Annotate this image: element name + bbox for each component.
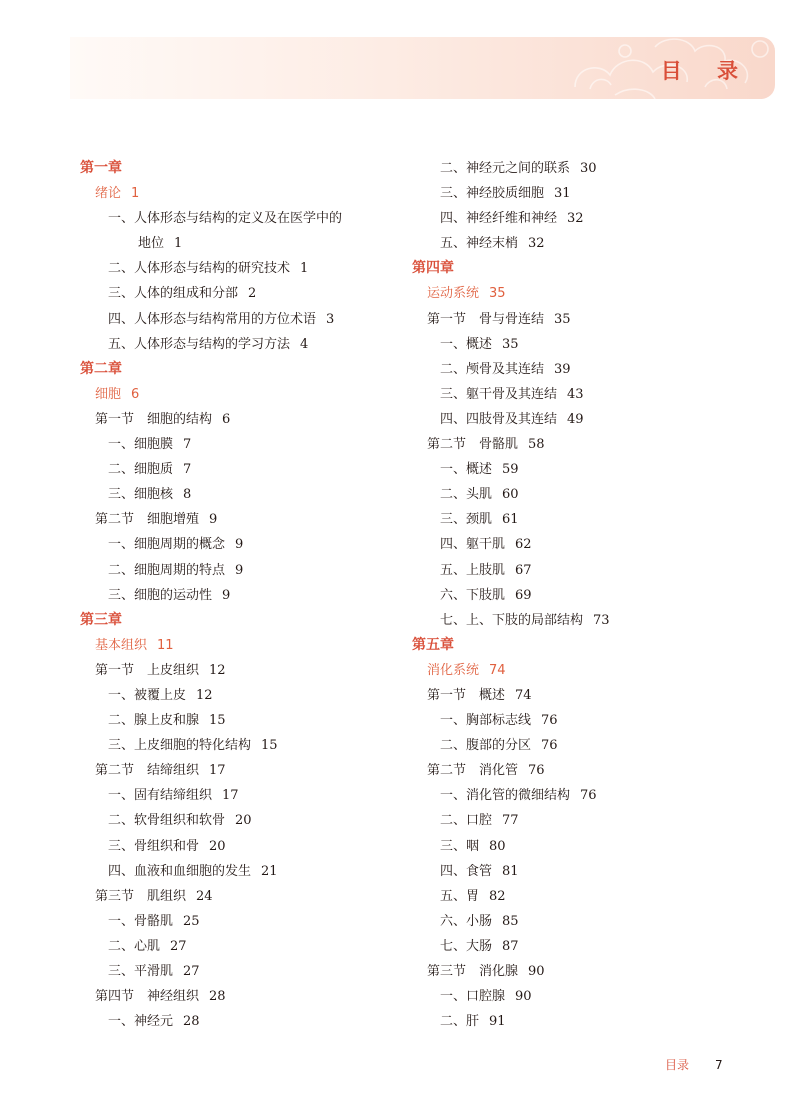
toc-section: [412, 307, 752, 332]
toc-entry-text: 二、细胞周期的特点: [108, 562, 226, 578]
toc-entry-text: 三、躯干骨及其连结: [440, 386, 558, 402]
toc-page-number: 7: [183, 462, 192, 478]
toc-item: [412, 181, 752, 206]
toc-page-number: 49: [567, 411, 584, 427]
toc-page-number: 25: [183, 913, 200, 929]
toc-page-number: 43: [567, 386, 584, 402]
toc-page-number: 32: [567, 211, 584, 227]
toc-item: [412, 482, 752, 507]
toc-entry-text: 七、上、下肢的局部结构: [440, 612, 584, 628]
toc-entry-text: 一、细胞周期的概念: [108, 537, 226, 553]
toc-item: [412, 608, 752, 633]
toc-entry-text: 四、人体形态与结构常用的方位术语: [108, 311, 317, 327]
toc-entry-text: 三、细胞核: [108, 487, 174, 503]
toc-page-number: 31: [554, 186, 571, 202]
toc-entry-text: 第四节 神经组织: [95, 989, 200, 1005]
toc-entry-text: 二、神经元之间的联系: [440, 161, 571, 176]
toc-section: [412, 959, 752, 984]
toc-item: [80, 583, 420, 608]
toc-section: [80, 758, 420, 783]
toc-entry-text: 四、四肢骨及其连结: [440, 411, 558, 427]
toc-entry-text: 一、神经元: [108, 1014, 174, 1030]
toc-item: [80, 683, 420, 708]
toc-item: [80, 432, 420, 457]
page-footer: [665, 1056, 723, 1073]
toc-page-number: 80: [489, 838, 506, 854]
toc-page-number: 35: [502, 336, 519, 352]
toc-item: [412, 884, 752, 909]
toc-entry-text: 二、肝: [440, 1014, 480, 1030]
toc-page-number: 69: [515, 587, 532, 603]
toc-section: [412, 758, 752, 783]
toc-chapter-title: [80, 382, 420, 407]
toc-item: [80, 859, 420, 884]
toc-section: [80, 984, 420, 1009]
toc-item: [80, 457, 420, 482]
toc-item: [80, 307, 420, 332]
toc-entry-text: 绪论: [95, 186, 122, 202]
toc-page-number: 17: [209, 763, 226, 779]
toc-item: [80, 281, 420, 306]
toc-page-number: 9: [222, 587, 231, 603]
toc-page-number: 12: [196, 687, 213, 703]
toc-page-number: 76: [541, 738, 558, 754]
toc-item: [80, 332, 420, 357]
toc-page-number: 7: [183, 437, 192, 453]
toc-item: [80, 482, 420, 507]
toc-entry-text: 第三节 消化腺: [427, 964, 519, 979]
toc-page-number: 21: [261, 863, 278, 879]
toc-entry-text: 第二章: [80, 360, 122, 377]
toc-page-number: 60: [502, 487, 519, 503]
toc-item: [80, 808, 420, 833]
toc-section: [80, 884, 420, 909]
toc-item: [412, 532, 752, 557]
toc-entry-text: 三、神经胶质细胞: [440, 186, 545, 202]
toc-entry-text: 基本组织: [95, 637, 148, 653]
toc-item: [80, 206, 420, 231]
toc-item: [412, 808, 752, 833]
toc-chapter-title: [412, 281, 752, 306]
toc-page-number: 20: [209, 838, 226, 854]
toc-page-number: 1: [174, 236, 183, 252]
toc-entry-text: 三、骨组织和骨: [108, 838, 200, 854]
toc-entry-text: 第二节 骨骼肌: [427, 437, 519, 453]
toc-page-number: 30: [580, 161, 597, 176]
toc-entry-text: 运动系统: [427, 286, 480, 302]
toc-page-number: 61: [502, 512, 519, 528]
toc-item: [412, 733, 752, 758]
toc-chapter: [412, 633, 752, 658]
toc-entry-text: 二、口腔: [440, 813, 493, 829]
toc-item: [80, 256, 420, 281]
toc-entry-text: 一、骨骼肌: [108, 913, 174, 929]
toc-chapter: [80, 357, 420, 382]
toc-page-number: 6: [131, 386, 140, 402]
toc-item: [412, 206, 752, 231]
toc-page-number: 81: [502, 863, 519, 879]
toc-item: [80, 733, 420, 758]
toc-page-number: 76: [528, 763, 545, 779]
toc-entry-text: 一、细胞膜: [108, 437, 174, 453]
toc-entry-text: 一、口腔腺: [440, 989, 506, 1005]
toc-page-number: 15: [261, 738, 278, 754]
toc-item: [412, 1009, 752, 1034]
toc-chapter-title: [80, 633, 420, 658]
toc-page-number: 59: [502, 462, 519, 478]
toc-entry-text: 三、颈肌: [440, 512, 493, 528]
page-title: 目 录: [660, 59, 752, 83]
toc-item: [80, 532, 420, 557]
toc-page-number: 28: [183, 1014, 200, 1030]
toc-page-number: 28: [209, 989, 226, 1005]
page-number: 7: [715, 1058, 723, 1072]
toc-item: [412, 934, 752, 959]
toc-section: [412, 432, 752, 457]
toc-page-number: 17: [222, 788, 239, 804]
toc-item: [412, 909, 752, 934]
toc-item: [80, 558, 420, 583]
toc-page-number: 82: [489, 888, 506, 904]
toc-right-column: [412, 156, 752, 1034]
toc-entry-text: 七、大肠: [440, 938, 493, 954]
toc-entry-text: 第三章: [80, 611, 122, 628]
toc-page-number: 58: [528, 437, 545, 453]
toc-chapter: [412, 256, 752, 281]
toc-chapter: [80, 608, 420, 633]
toc-entry-text: 一、固有结缔组织: [108, 788, 213, 804]
footer-label: 目录: [665, 1058, 690, 1072]
toc-entry-text: 第二节 结缔组织: [95, 763, 200, 779]
toc-entry-text: 消化系统: [427, 662, 480, 678]
toc-page-number: 73: [593, 612, 610, 628]
toc-section: [80, 658, 420, 683]
toc-left-column: [80, 156, 420, 1034]
toc-entry-text: 五、上肢肌: [440, 562, 506, 578]
toc-entry-text: 二、头肌: [440, 487, 493, 503]
toc-item: [412, 407, 752, 432]
toc-item: [80, 783, 420, 808]
toc-item: [412, 783, 752, 808]
toc-page-number: 2: [248, 286, 257, 302]
toc-item: [412, 357, 752, 382]
toc-entry-text: 五、人体形态与结构的学习方法: [108, 336, 291, 352]
toc-entry-text: 四、神经纤维和神经: [440, 211, 558, 227]
toc-item: [80, 708, 420, 733]
toc-entry-text: 第一节 上皮组织: [95, 662, 200, 678]
toc-page-number: 39: [554, 361, 571, 377]
toc-item: [412, 332, 752, 357]
toc-item: [412, 583, 752, 608]
toc-entry-text: 二、腹部的分区: [440, 738, 532, 754]
toc-page-number: 91: [489, 1014, 506, 1030]
toc-entry-text: 一、概述: [440, 462, 493, 478]
toc-page-number: 90: [528, 964, 545, 979]
toc-page-number: 32: [528, 236, 545, 252]
toc-item: [80, 1009, 420, 1034]
toc-section: [412, 683, 752, 708]
toc-page-number: 9: [235, 537, 244, 553]
toc-chapter-title: [412, 658, 752, 683]
toc-page-number: 35: [489, 286, 506, 302]
toc-entry-text: 六、下肢肌: [440, 587, 506, 603]
toc-entry-text: 三、咽: [440, 838, 480, 854]
toc-page-number: 74: [515, 687, 532, 703]
toc-entry-text: 三、人体的组成和分部: [108, 286, 239, 302]
toc-entry-text: 第一章: [80, 160, 122, 176]
toc-page-number: 35: [554, 311, 571, 327]
toc-entry-text: 一、消化管的微细结构: [440, 788, 571, 804]
toc-page-number: 27: [183, 964, 200, 979]
toc-entry-text: 五、神经末梢: [440, 236, 519, 252]
toc-entry-text: 第二节 细胞增殖: [95, 512, 200, 528]
toc-entry-text: 二、心肌: [108, 938, 161, 954]
toc-entry-text: 一、胸部标志线: [440, 713, 532, 729]
toc-entry-text: 三、细胞的运动性: [108, 587, 213, 603]
toc-item: [412, 156, 752, 181]
toc-page-number: 1: [131, 186, 140, 202]
toc-page-number: 12: [209, 662, 226, 678]
toc-page-number: 3: [326, 311, 335, 327]
toc-entry-text: 二、人体形态与结构的研究技术: [108, 261, 291, 277]
toc-page-number: 90: [515, 989, 532, 1005]
toc-page-number: 9: [209, 512, 218, 528]
toc-item: [412, 382, 752, 407]
toc-entry-text: 二、细胞质: [108, 462, 174, 478]
toc-page-number: 20: [235, 813, 252, 829]
toc-section: [80, 507, 420, 532]
toc-entry-text: 二、腺上皮和腺: [108, 713, 200, 729]
toc-entry-text: 一、被覆上皮: [108, 687, 187, 703]
toc-page-number: 62: [515, 537, 532, 553]
toc-page-number: 8: [183, 487, 192, 503]
toc-entry-text: 第二节 消化管: [427, 763, 519, 779]
toc-item: [80, 834, 420, 859]
toc-entry-text: 第一节 细胞的结构: [95, 411, 213, 427]
toc-entry-text: 二、颅骨及其连结: [440, 361, 545, 377]
toc-item: [412, 507, 752, 532]
toc-item: [412, 558, 752, 583]
toc-item: [412, 708, 752, 733]
toc-entry-text: 三、上皮细胞的特化结构: [108, 738, 252, 754]
toc-entry-text: 五、胃: [440, 888, 480, 904]
toc-page-number: 4: [300, 336, 309, 352]
toc-entry-text: 三、平滑肌: [108, 964, 174, 979]
toc-entry-text: 第三节 肌组织: [95, 888, 187, 904]
toc-page-number: 27: [170, 938, 187, 954]
toc-item-continuation: [80, 231, 420, 256]
toc-item: [412, 834, 752, 859]
toc-entry-text: 六、小肠: [440, 913, 493, 929]
toc-entry-text: 四、血液和血细胞的发生: [108, 863, 252, 879]
toc-entry-text: 二、软骨组织和软骨: [108, 813, 226, 829]
toc-section: [80, 407, 420, 432]
toc-entry-text: 一、人体形态与结构的定义及在医学中的: [108, 211, 343, 227]
toc-page-number: 15: [209, 713, 226, 729]
toc-page-number: 24: [196, 888, 213, 904]
toc-entry-text: 第五章: [412, 636, 454, 653]
toc-page-number: 87: [502, 938, 519, 954]
toc-item: [80, 909, 420, 934]
toc-page-number: 77: [502, 813, 519, 829]
toc-item: [412, 859, 752, 884]
toc-entry-text: 第一节 骨与骨连结: [427, 311, 545, 327]
toc-page-number: 1: [300, 261, 309, 277]
toc-page-number: 11: [157, 637, 174, 653]
toc-item: [80, 959, 420, 984]
toc-entry-text: 一、概述: [440, 336, 493, 352]
toc-page-number: 76: [541, 713, 558, 729]
toc-chapter: [80, 156, 420, 181]
toc-entry-text: 细胞: [95, 386, 122, 402]
toc-entry-text: 第四章: [412, 260, 454, 277]
toc-page-number: 6: [222, 411, 231, 427]
toc-entry-text: 地位: [138, 236, 165, 252]
toc-page-number: 67: [515, 562, 532, 578]
toc-page-number: 74: [489, 662, 506, 678]
toc-page-number: 9: [235, 562, 244, 578]
toc-entry-text: 四、食管: [440, 863, 493, 879]
toc-item: [80, 934, 420, 959]
toc-chapter-title: [80, 181, 420, 206]
toc-item: [412, 984, 752, 1009]
toc-item: [412, 457, 752, 482]
toc-page-number: 85: [502, 913, 519, 929]
toc-entry-text: 第一节 概述: [427, 687, 506, 703]
toc-item: [412, 231, 752, 256]
toc-page-number: 76: [580, 788, 597, 804]
toc-entry-text: 四、躯干肌: [440, 537, 506, 553]
